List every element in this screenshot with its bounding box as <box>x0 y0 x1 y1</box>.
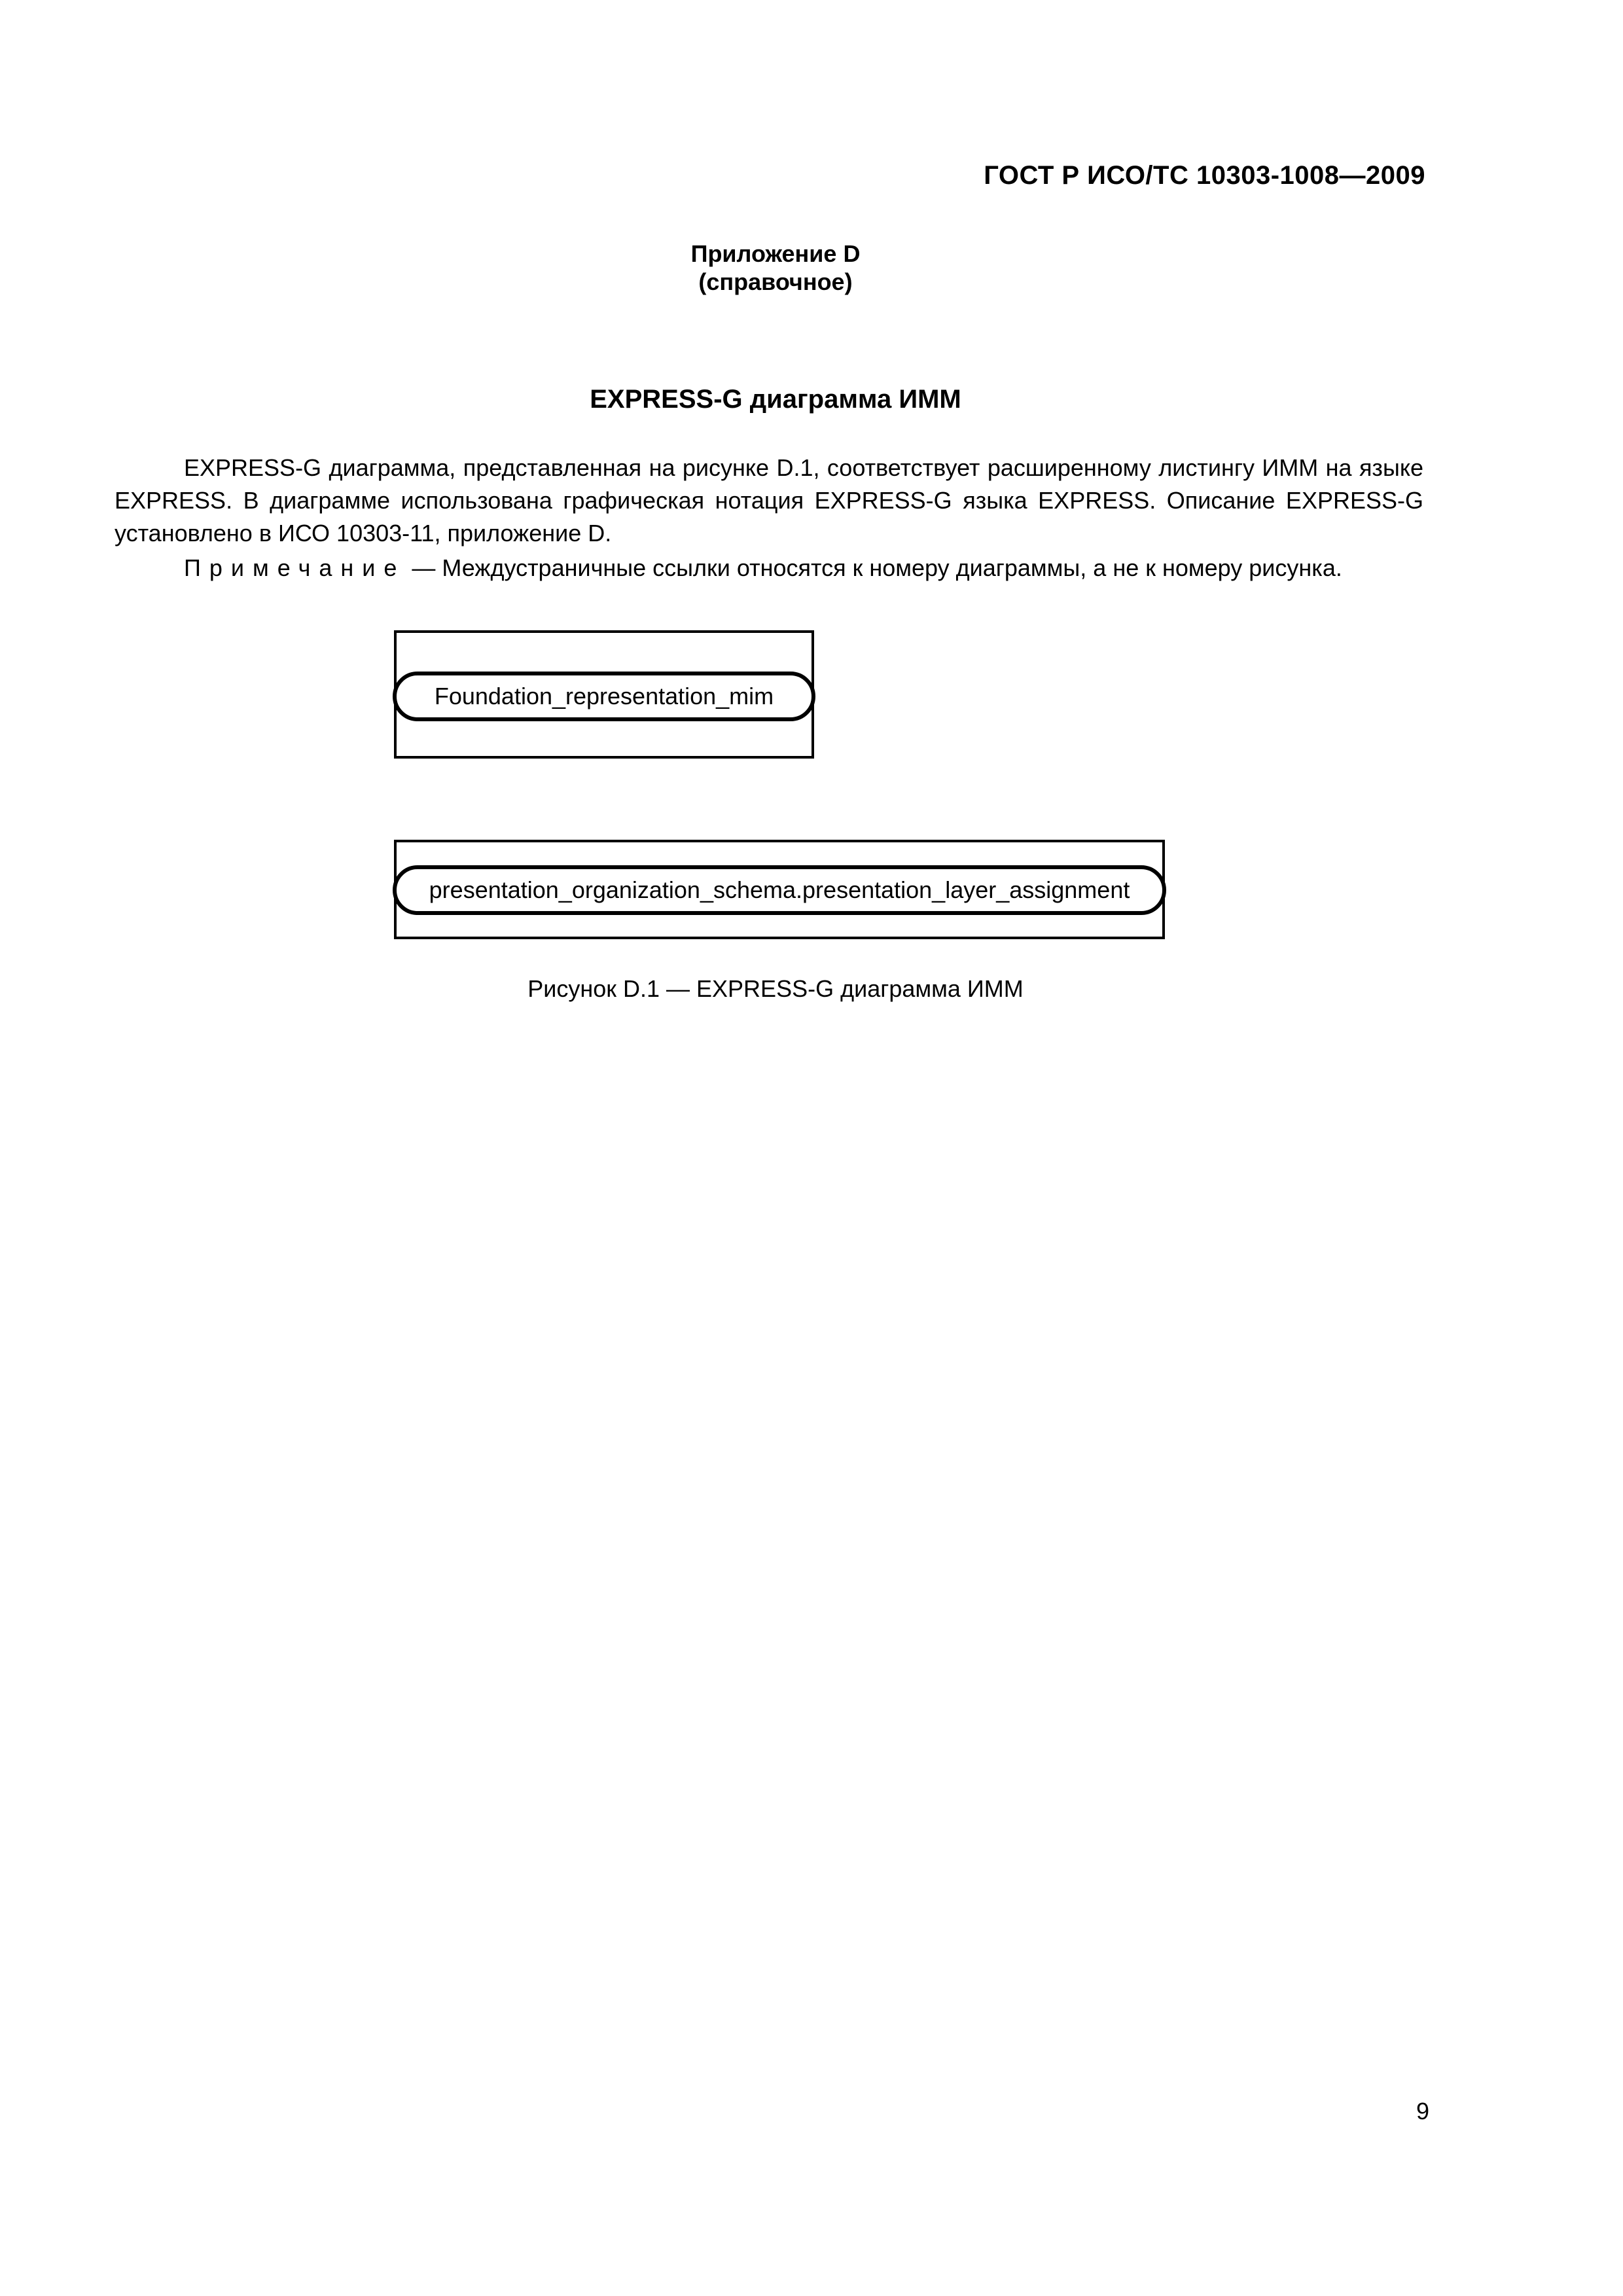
document-code: ГОСТ Р ИСО/ТС 10303-1008—2009 <box>984 161 1425 190</box>
annex-subtitle: (справочное) <box>698 268 853 295</box>
note-text: — Междустраничные ссылки относятся к номеру диаграммы, а не к номеру рисунка. <box>405 554 1342 581</box>
annex-title: Приложение D <box>690 240 861 267</box>
diagram-page-box-1 <box>394 630 814 759</box>
schema-node: Foundation_representation_mim <box>393 672 815 721</box>
section-title: EXPRESS-G диаграмма ИММ <box>590 385 961 414</box>
note-label: Примечание <box>184 554 406 581</box>
figure-caption: Рисунок D.1 — EXPRESS-G диаграмма ИММ <box>527 975 1024 1002</box>
schema-node: presentation_organization_schema.presentation_layer_assignment <box>393 865 1166 915</box>
page-number: 9 <box>1416 2098 1430 2125</box>
diagram-page-box-2 <box>394 840 1165 939</box>
body-paragraph: EXPRESS-G диаграмма, представленная на рисунке D.1, соответствует расширенному листингу ИММ на языке EXPRESS. В диаграмме использована графическая нотация EXPRESS-G языка EXPRESS. Описание EXPRESS-G установлено в ИСО 10303-11, приложение D. <box>115 454 1423 547</box>
note <box>184 554 1342 582</box>
